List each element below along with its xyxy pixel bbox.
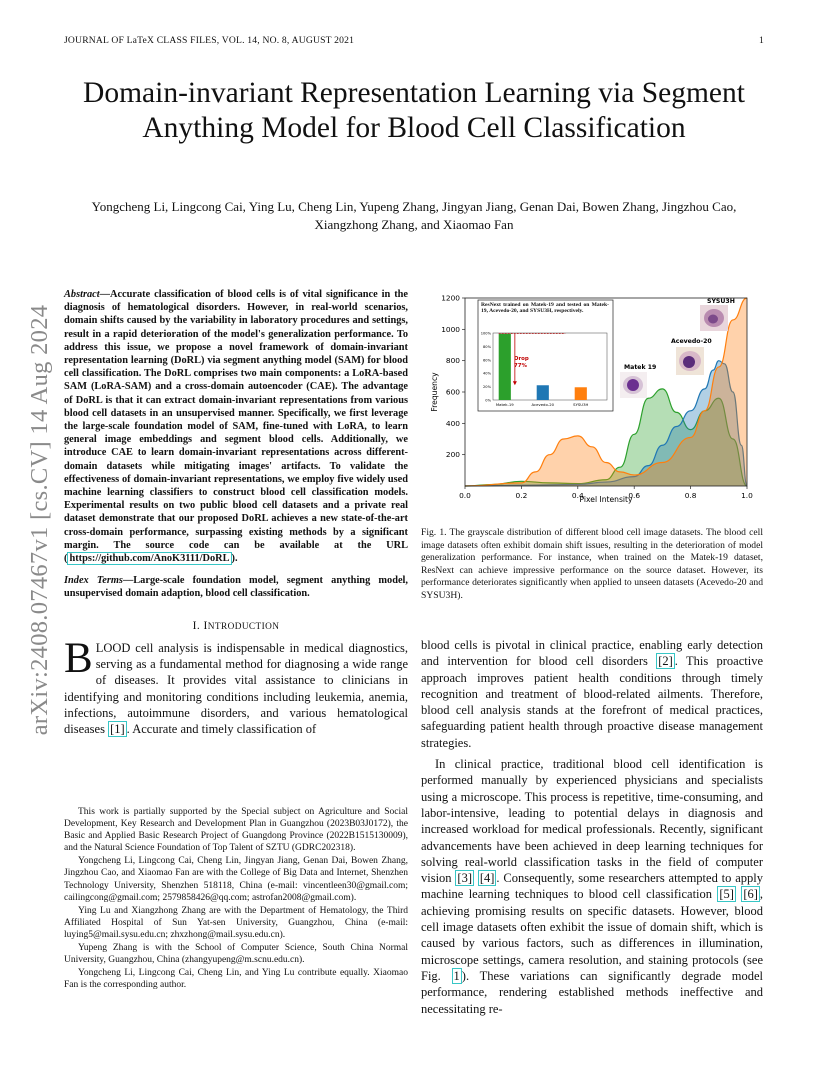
intro-paragraph-2 xyxy=(421,756,763,1017)
y-tick-label: 400 xyxy=(445,418,460,428)
footnote: Ying Lu and Xiangzhong Zhang are with the Department of Hematology, the Third Affiliated Hospital of Sun Yat-sen University, Guangzhou, China (e-mail: luying5@mail.sysu.edu.cn; zhxzhong@mail.sysu.edu.cn). xyxy=(64,905,408,940)
inset-bar xyxy=(537,385,549,400)
citation-link[interactable]: [1] xyxy=(110,722,125,737)
citation-link[interactable]: [6] xyxy=(743,887,758,902)
intro-text: . Accurate and timely classification of xyxy=(126,722,317,737)
intro-text: . This proactive approach improves patient health conditions through timely recognition and treatment of blood-related ailments. Therefore, blood cell analysis stands at the forefront of medical practices, safeguarding patient health through proactive disease management strategies. xyxy=(421,654,763,750)
inset-y-tick-label: 60% xyxy=(483,358,491,363)
paper-title: Domain-invariant Representation Learning via Segment Anything Model for Blood Cell Classification xyxy=(83,77,745,144)
footnotes xyxy=(64,806,408,992)
footnote: Yupeng Zhang is with the School of Computer Science, South China Normal University, Guangzhou, China (zhangyupeng@m.scnu.edu.cn). xyxy=(64,943,408,966)
section-heading-introduction xyxy=(64,619,408,632)
sysu3h-cell-image xyxy=(700,305,728,331)
inset-bar-label: Matek-19 xyxy=(495,402,514,407)
citation-link[interactable]: [5] xyxy=(719,887,734,902)
drop-cap: B xyxy=(64,634,93,682)
intro-text: , achieving promising results on specific datasets. However, blood cell image datasets often exhibit the issue of domain shift, which is caused by various factors, such as differences in illumination, microscope settings, camera resolution, and staining protocols (see Fig. xyxy=(421,887,764,983)
footnote: Yongcheng Li, Lingcong Cai, Cheng Lin, and Ying Lu contribute equally. Xiaomao Fan is the corresponding author. xyxy=(64,968,408,991)
y-tick-label: 200 xyxy=(445,450,460,460)
inset-y-tick-label: 40% xyxy=(483,371,491,376)
inset-bar xyxy=(499,334,511,400)
sysu3h-image-label: SYSU3H xyxy=(707,298,735,305)
arxiv-stamp-text: arXiv:2408.07467v1 [cs.CV] 14 Aug 2024 xyxy=(26,304,53,736)
figure-reference-link[interactable]: 1 xyxy=(453,968,460,983)
drop-value: 77% xyxy=(514,363,527,369)
source-code-link[interactable]: https://github.com/AnoK3111/DoRL xyxy=(69,553,230,565)
abstract-text: —Accurate classification of blood cells is of vital significance in the diagnosis of hematological disorders. However, in real-world scenarios, domain shifts caused by the variability in laboratory procedures and settings, result in a rapid deterioration of the model's generalization performance. To address this issue, we propose a novel framework of domain-invariant representation learning (DoRL) via segment anything model (SAM) for blood cell classification. The DoRL comprises two main components: a LoRA-based SAM (LoRA-SAM) and a cross-domain autoencoder (CAE). The advantage of DoRL is that it can extract domain-invariant representations from various blood cell datasets in an unsupervised manner. Specifically, we first leverage the large-scale foundation model of SAM, fine-tuned with LoRA, to learn general image embeddings and segment blood cells. Additionally, we introduce CAE to learn domain-invariant representations across different-domain datasets while mitigating images' artifacts. To validate the effectiveness of domain-invariant representations, we employ five widely used machine learning classifiers to construct blood cell classification models. Experimental results on two public blood cell datasets and a private real dataset demonstrate that our proposed DoRL achieves a new state-of-the-art cross-domain performance, surpassing existing methods by a significant margin. The source code can be available at the URL ( xyxy=(64,289,408,565)
intro-paragraph-1-cont xyxy=(421,637,763,751)
intro-text: LOOD cell analysis is indispensable in medical diagnostics, serving as a fundamental method for diagnosing a wide range of diseases. It provides vital assistance to clinicians in identifying and monitoring conditions including leukemia, anemia, infections, autoimmune disorders, and various hematological diseases xyxy=(64,640,408,737)
y-tick-label: 800 xyxy=(445,356,460,366)
inset-y-tick-label: 100% xyxy=(480,331,491,336)
author-list: Yongcheng Li, Lingcong Cai, Ying Lu, Cheng Lin, Yupeng Zhang, Jingyan Jiang, Genan Dai, Bowen Zhang, Jingzhou Cao, Xiangzhong Zhang, and Xiaomao Fan xyxy=(91,199,737,232)
matek-image-label: Matek 19 xyxy=(624,364,657,371)
inset-bar-label: SYSU3H xyxy=(573,402,589,407)
x-tick-label: 1.0 xyxy=(741,491,753,500)
intro-text: In clinical practice, traditional blood cell identification is performed manually by experienced physicians and specialists using a microscope. This process is repetitive, time-consuming, and labor-intensive, leading to potential delays in diagnosis and increased workload for medical professionals. Recently, significant advancements have been achieved in deep learning techniques for solving real-world classification tasks in the field of computer vision xyxy=(421,757,763,886)
y-axis-label: Frequency xyxy=(430,372,439,412)
page-number: 1 xyxy=(759,35,764,46)
index-terms-lead: Index Terms xyxy=(64,575,123,587)
intro-paragraph-1 xyxy=(64,634,408,738)
index-terms-text: —Large-scale foundation model, segment anything model, unsupervised domain adaption, blood cell classification. xyxy=(64,575,408,600)
inset-bar xyxy=(575,387,587,400)
citation-link[interactable]: [3] xyxy=(457,871,472,886)
matek-cell-image xyxy=(620,372,647,398)
inset-bar-chart xyxy=(478,300,613,411)
inset-y-tick-label: 0% xyxy=(485,398,491,403)
running-head xyxy=(64,35,764,49)
citation-link[interactable]: [4] xyxy=(479,871,495,886)
abstract-lead: Abstract xyxy=(64,289,100,300)
x-axis-label: Pixel Intensity xyxy=(579,495,633,504)
footnote: This work is partially supported by the Special subject on Agriculture and Social Development, Key Research and Development Plan in Guangzhou (2023B03J0172), the Basic and Applied Basic Research Project of Guangdong Province (2022B1515130009), and the Natural Science Foundation of Top Talent of SZTU (GDRC202318). xyxy=(64,807,408,854)
inset-y-tick-label: 20% xyxy=(483,385,491,390)
y-tick-label: 1200 xyxy=(441,293,460,303)
inset-bar-label: Acevedo-20 xyxy=(531,402,555,407)
x-tick-label: 0.0 xyxy=(459,491,471,500)
y-tick-label: 1000 xyxy=(441,324,460,334)
intro-text: ). These variations can significantly degrade model performance, rendering established methods ineffective and necessitating re- xyxy=(421,968,763,1016)
figure-caption: Fig. 1. The grayscale distribution of different blood cell image datasets. The blood cell image datasets often exhibit domain shift issues, resulting in the deterioration of model generalization performance. For instance, when trained on the Matek-19 dataset, ResNext can achieve impressive performance on the source dataset. However, its performance deteriorates significantly when applied to unseen datasets (Acevedo-20 and SYSU3H). xyxy=(421,527,763,601)
x-tick-label: 0.2 xyxy=(515,491,528,500)
x-tick-label: 0.8 xyxy=(684,491,697,500)
acevedo-cell-image xyxy=(676,347,704,375)
y-tick-label: 600 xyxy=(445,387,460,397)
journal-header: JOURNAL OF LaTeX CLASS FILES, VOL. 14, NO. 8, AUGUST 2021 xyxy=(64,35,355,46)
section-title-initial: I xyxy=(203,618,208,632)
section-number: I. xyxy=(192,618,201,632)
figure-1 xyxy=(421,288,763,518)
section-title-rest: NTRODUCTION xyxy=(207,621,280,632)
right-column xyxy=(421,637,763,1017)
x-tick-label: 0.6 xyxy=(628,491,641,500)
footnote: Yongcheng Li, Lingcong Cai, Cheng Lin, Jingyan Jiang, Genan Dai, Bowen Zhang, Jingzhou Cao, and Xiaomao Fan are with the College of Big Data and Internet, Shenzhen Technology University, Shenzhen 518118, China (e-mail: vincentleen30@gmail.com; cailingcong@gmail.com; 2579858426@qq.com; astrofan2008@gmail.com). xyxy=(64,856,408,903)
abstract xyxy=(64,288,408,565)
inset-y-tick-label: 80% xyxy=(483,344,491,349)
intro-text: blood cells is pivotal in clinical practice, enabling early detection and intervention for blood cell disorders xyxy=(421,638,763,669)
acevedo-image-label: Acevedo-20 xyxy=(671,338,712,345)
intro-text: . Consequently, some researchers attempted to apply machine learning techniques to blood cell classification xyxy=(421,871,763,902)
index-terms xyxy=(64,574,408,600)
citation-link[interactable]: [2] xyxy=(658,654,673,669)
inset-note: ResNext trained on Matek-19 and tested on Matek-19, Acevedo-20, and SYSU3H, respectively. xyxy=(481,302,609,315)
pixel-intensity-chart xyxy=(421,288,763,518)
drop-label: Drop xyxy=(514,356,529,362)
left-column xyxy=(64,288,408,737)
abstract-tail: ). xyxy=(231,553,238,565)
arxiv-stamp xyxy=(26,280,54,760)
x-tick-label: 0.4 xyxy=(571,491,584,500)
